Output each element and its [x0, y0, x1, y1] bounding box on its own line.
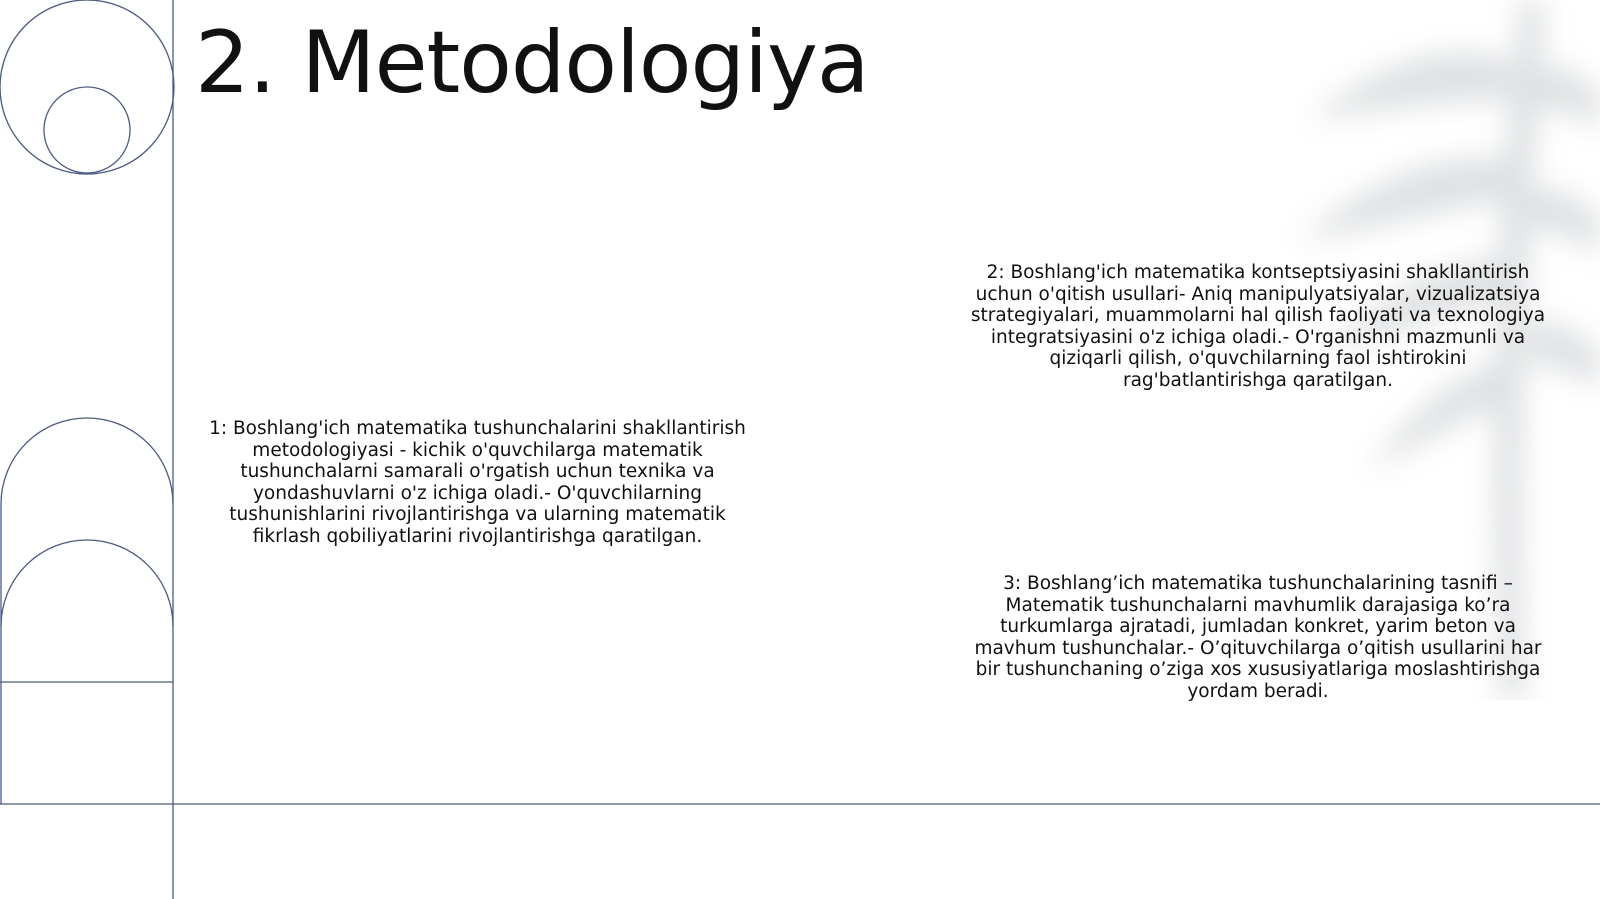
small-circle-outline — [44, 87, 130, 173]
methodology-paragraph-2: 2: Boshlang'ich matematika kontseptsiyasini shakllantirish uchun o'qitish usullari- Aniq manipulyatsiyalar, vizualizatsiya strategiyalari, muammolarni hal qilish faoliyati va texnologiya integratsiyasini o'z ichiga oladi.- O'rganishni mazmunli va qiziqarli qilish, o'quvchilarning faol ishtirokini rag'batlantirishga qaratilgan. — [970, 262, 1546, 391]
page-title: 2. Metodologiya — [195, 13, 869, 113]
upper-arch-outline — [1, 418, 173, 804]
lower-arch-outline — [1, 540, 173, 626]
methodology-paragraph-3: 3: Boshlang’ich matematika tushunchalarining tasnifi – Matematik tushunchalarni mavhumlik darajasiga ko’ra turkumlarga ajratadi, jumladan konkret, yarim beton va mavhum tushunchalar.- O’qituvchilarga o’qitish usullarini har bir tushunchaning o’ziga xos xususiyatlariga moslashtirishga yordam beradi. — [974, 573, 1542, 702]
methodology-paragraph-1: 1: Boshlang'ich matematika tushunchalarini shakllantirish metodologiyasi - kichik o'quvchilarga matematik tushunchalarni samarali o'rgatish uchun texnika va yondashuvlarni o'z ichiga oladi.- O'quvchilarning tushunishlarini rivojlantirishga va ularning matematik fikrlash qobiliyatlarini rivojlantirishga qaratilgan. — [209, 418, 746, 547]
